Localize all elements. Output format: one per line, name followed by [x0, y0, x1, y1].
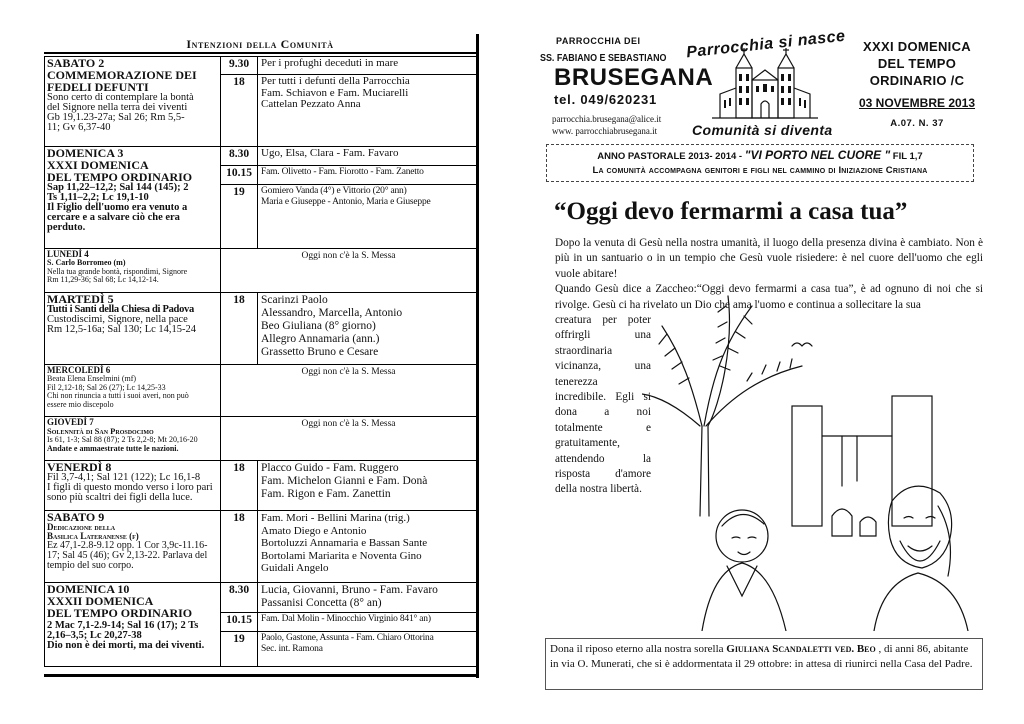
reading-line: Rm 11,29-36; Sal 68; Lc 14,12-14. — [47, 275, 159, 284]
solemnity-line: Solennità di San Prosdocimo — [47, 426, 154, 436]
intention-line: Gomiero Vanda (4°) e Vittorio (20° ann) — [261, 186, 407, 196]
obituary-intro: Dona il riposo eterno alla nostra sorella — [550, 643, 727, 655]
title-rule — [44, 52, 476, 54]
intention-line: Amato Diego e Antonio — [261, 524, 367, 537]
intention-names: Fam. Olivetto - Fam. Fiorotto - Fam. Zanetto — [258, 166, 477, 185]
day-cell — [45, 583, 221, 667]
day-cell — [45, 511, 221, 583]
row-sabato-2 — [45, 57, 477, 75]
intention-line: Lucia, Giovanni, Bruno - Fam. Favaro — [261, 584, 438, 596]
reading-line: Sap 11,22–12,2; Sal 144 (145); 2 — [47, 182, 189, 193]
no-mass-note: Oggi non c'è la S. Messa — [221, 365, 477, 417]
obituary-details: , di anni 86, abitante in via O. Munerati, che si è addormentata il 29 ottobre: in attesa di riunirci nella Casa del Padre. — [550, 643, 973, 670]
intention-names: Per i profughi deceduti in mare — [258, 57, 477, 75]
pastoral-year-line — [547, 148, 973, 162]
mass-time: 19 — [221, 632, 258, 667]
intention-line: Sec. int. Ramona — [261, 644, 323, 654]
zacchaeus-illustration — [642, 286, 982, 631]
intention-names — [258, 75, 477, 147]
intention-line: Cattelan Pezzato Anna — [261, 98, 361, 110]
parish-email: parrocchia.brusegana@alice.it — [552, 114, 662, 124]
feast-line: Dedicazione della — [47, 522, 116, 532]
intention-line: Grassetto Bruno e Cesare — [261, 346, 379, 358]
day-cell — [45, 249, 221, 293]
intention-line: Fam. Schiavon e Fam. Muciarelli — [261, 86, 409, 99]
article-paragraph-continued: creatura per poter offrirgli una straordinaria vicinanza, una tenerezza incredibile. Egli si dona a noi totalmente e gratuitamente, attendendo la risposta d'amore della nostra libertà. — [555, 314, 651, 496]
reading-line: Rm 12,5-16a; Sal 130; Lc 14,15-24 — [47, 324, 197, 335]
article-paragraph: Dopo la venuta di Gesù nella nostra umanità, il luogo della presenza divina è cambiato. Non è più in un santuario o in un tempio che Gesù vuole risiedere: è nel cuore dell'uomo che egli vuole abitare! — [555, 237, 983, 280]
parish-label: PARROCCHIA DEI — [556, 36, 641, 46]
mass-time: 18 — [221, 75, 258, 147]
logo-motto-top: Parrocchia si nasce — [685, 27, 847, 62]
intention-names — [258, 461, 477, 511]
row-domenica-10 — [45, 583, 477, 613]
day-cell — [45, 417, 221, 461]
intention-names — [258, 583, 477, 613]
gospel-line: Chi non rinuncia a tutti i suoi averi, non può — [47, 391, 189, 400]
reading-line: Gb 19,1.23-27a; Sal 26; Rm 5,5- — [47, 112, 185, 123]
intentions-title: Intenzioni della Comunità — [186, 37, 334, 51]
saint-line: Tutti i Santi della Chiesa di Padova — [47, 304, 194, 315]
psalm-line: Custodiscimi, Signore, nella pace — [47, 314, 188, 325]
row-martedi-5 — [45, 293, 477, 365]
intention-line: Passanisi Concetta (8° an) — [261, 597, 382, 609]
day-subtitle: COMMEMORAZIONE DEI — [47, 68, 197, 82]
intention-line: Allegro Annamaria (ann.) — [261, 333, 380, 345]
obituary-box — [545, 638, 983, 690]
bottom-rule — [44, 674, 479, 677]
pastoral-year-label: ANNO PASTORALE 2013- 2014 - — [597, 151, 745, 162]
parish-saints: SS. FABIANO E SEBASTIANO — [540, 52, 667, 64]
reading-line: tempio del suo corpo. — [47, 560, 134, 571]
day-subtitle: XXXII DOMENICA — [47, 594, 154, 608]
feast-line: Basilica Lateranense (f) — [47, 531, 139, 541]
issue-number: A.07. N. 37 — [890, 118, 944, 129]
intention-line: Paolo, Gastone, Assunta - Fam. Chiaro Ottorina — [261, 633, 434, 643]
intention-line: Guidali Angelo — [261, 562, 329, 574]
intention-line: Per tutti i defunti della Parrocchia — [261, 75, 410, 87]
mass-time: 19 — [221, 185, 258, 249]
day-subtitle: DEL TEMPO ORDINARIO — [47, 606, 193, 620]
row-giovedi-7 — [45, 417, 477, 461]
mass-time: 18 — [221, 511, 258, 583]
gospel-line: I figli di questo mondo verso i loro pari — [47, 482, 213, 493]
obituary-text — [550, 642, 978, 672]
pastoral-year-motto: "VI PORTO NEL CUORE " — [744, 148, 891, 162]
row-venerdi-8 — [45, 461, 477, 511]
intention-names: Fam. Dal Molin - Minocchio Virginio 841° an) — [258, 613, 477, 632]
day-title: MARTEDÌ 5 — [47, 292, 114, 306]
day-cell — [45, 293, 221, 365]
reading-line: Fil 2,12-18; Sal 26 (27); Lc 14,25-33 — [47, 382, 166, 392]
day-title: GIOVEDÌ 7 — [47, 417, 94, 427]
day-subtitle: XXXI DOMENICA — [47, 158, 149, 172]
reading-line: 11; Gv 6,37-40 — [47, 122, 111, 133]
intention-names — [258, 632, 477, 667]
reading-line: Is 61, 1-3; Sal 88 (87); 2 Ts 2,2-8; Mt 20,16-20 — [47, 435, 198, 444]
intention-names — [258, 293, 477, 365]
gospel-line: perduto. — [47, 222, 86, 233]
day-title: MERCOLEDÌ 6 — [47, 365, 111, 375]
obituary-name: Giuliana Scandaletti ved. Beo — [726, 643, 876, 655]
intention-line: Placco Guido - Fam. Ruggero — [261, 462, 399, 474]
reading-line: Fil 3,7-4,1; Sal 121 (122); Lc 16,1-8 — [47, 472, 201, 483]
intention-line: Scarinzi Paolo — [261, 294, 328, 306]
intention-names — [258, 185, 477, 249]
row-sabato-9 — [45, 511, 477, 583]
row-mercoledi-6 — [45, 365, 477, 417]
mass-time: 10.15 — [221, 613, 258, 632]
intentions-table — [44, 56, 477, 667]
mass-time: 18 — [221, 461, 258, 511]
intention-line: Maria e Giuseppe - Antonio, Maria e Giuseppe — [261, 197, 431, 207]
gospel-line: sono più scaltri dei figli della luce. — [47, 492, 193, 503]
parish-phone: tel. 049/620231 — [554, 92, 658, 107]
intention-line: Bortoluzzi Annamaria e Bassan Sante — [261, 537, 428, 549]
row-lunedi-4 — [45, 249, 477, 293]
mass-time: 8.30 — [221, 147, 258, 166]
intention-line: Fam. Rigon e Fam. Zanettin — [261, 488, 391, 500]
mass-time: 8.30 — [221, 583, 258, 613]
gospel-line: essere mio discepolo — [47, 399, 114, 409]
intention-line: Fam. Mori - Bellini Marina (trig.) — [261, 512, 410, 524]
day-title: LUNEDÌ 4 — [47, 249, 89, 259]
day-title: DOMENICA 3 — [47, 146, 124, 160]
reading-line: 17; Sal 45 (46); Gv 2,13-22. Parlava del — [47, 550, 208, 561]
day-subtitle: DEL TEMPO ORDINARIO — [47, 170, 193, 184]
intention-names: Ugo, Elsa, Clara - Fam. Favaro — [258, 147, 477, 166]
saint-line: Beata Elena Enselmini (mf) — [47, 374, 137, 383]
parish-name: BRUSEGANA — [554, 64, 714, 91]
day-subtitle: FEDELI DEFUNTI — [47, 80, 149, 94]
intention-line: Fam. Michelon Gianni e Fam. Donà — [261, 475, 428, 487]
pastoral-year-box — [546, 144, 974, 182]
logo-motto-bottom: Comunità si diventa — [692, 122, 833, 138]
gospel-line: Il Figlio dell'uomo era venuto a — [47, 202, 188, 213]
row-domenica-3 — [45, 147, 477, 166]
article-paragraph: Quando Gesù dice a Zaccheo:“Oggi devo fermarmi a casa tua”, è ad ognuno di noi che si rivolge. Gesù ci ha rivelato un Dio che ama l'uomo e continua a sollecitare la sua — [555, 283, 983, 311]
intention-names — [258, 511, 477, 583]
parish-website: www. parrocchiabrusegana.it — [552, 126, 658, 136]
liturgical-day — [850, 38, 984, 89]
pastoral-year-subtitle: La comunità accompagna genitori e figli nel cammino di Iniziazione Cristiana — [592, 165, 928, 176]
psalm-line: del Signore nella terra dei viventi — [47, 102, 188, 113]
day-title: VENERDÌ 8 — [47, 460, 112, 474]
reading-line: 2,16–3,5; Lc 20,27-38 — [47, 630, 142, 641]
reading-line: Ts 1,11–2,2; Lc 19,1-10 — [47, 192, 149, 203]
liturgical-line: ORDINARIO /C — [869, 73, 965, 88]
day-cell — [45, 461, 221, 511]
mass-time: 18 — [221, 293, 258, 365]
mass-time: 10.15 — [221, 166, 258, 185]
no-mass-note: Oggi non c'è la S. Messa — [221, 249, 477, 293]
day-cell — [45, 57, 221, 147]
no-mass-note: Oggi non c'è la S. Messa — [221, 417, 477, 461]
day-title: SABATO 9 — [47, 510, 105, 524]
intention-line: Beo Giuliana (8° giorno) — [261, 320, 376, 332]
day-title: SABATO 2 — [47, 56, 105, 70]
day-cell — [45, 147, 221, 249]
psalm-line: Nella tua grande bontà, rispondimi, Signore — [47, 266, 188, 276]
issue-date: 03 NOVEMBRE 2013 — [858, 96, 976, 110]
liturgical-line: DEL TEMPO — [877, 56, 957, 71]
mass-time: 9.30 — [221, 57, 258, 75]
reading-line: Ez 47,1-2.8-9.12 opp. 1 Cor 3,9c-11.16- — [47, 540, 208, 551]
day-title: DOMENICA 10 — [47, 582, 130, 596]
gospel-line: Andate e ammaestrate tutte le nazioni. — [47, 443, 179, 453]
intention-line: Bortolami Mariarita e Noventa Gino — [261, 549, 422, 562]
bulletin-front-page — [540, 27, 983, 694]
liturgical-line: XXXI DOMENICA — [863, 39, 971, 54]
pastoral-year-ref: FIL 1,7 — [890, 151, 923, 162]
reading-line: 2 Mac 7,1-2.9-14; Sal 16 (17); 2 Ts — [47, 620, 199, 631]
intentions-page — [44, 34, 476, 678]
intention-line: Alessandro, Marcella, Antonio — [261, 307, 403, 319]
gospel-line: Dio non è dei morti, ma dei viventi. — [47, 640, 205, 651]
day-cell — [45, 365, 221, 417]
gospel-line: cercare e a salvare ciò che era — [47, 212, 180, 223]
article-headline: “Oggi devo fermarmi a casa tua” — [554, 198, 908, 225]
psalm-line: Sono certo di contemplare la bontà — [47, 92, 194, 103]
saint-line: S. Carlo Borromeo (m) — [47, 258, 126, 267]
